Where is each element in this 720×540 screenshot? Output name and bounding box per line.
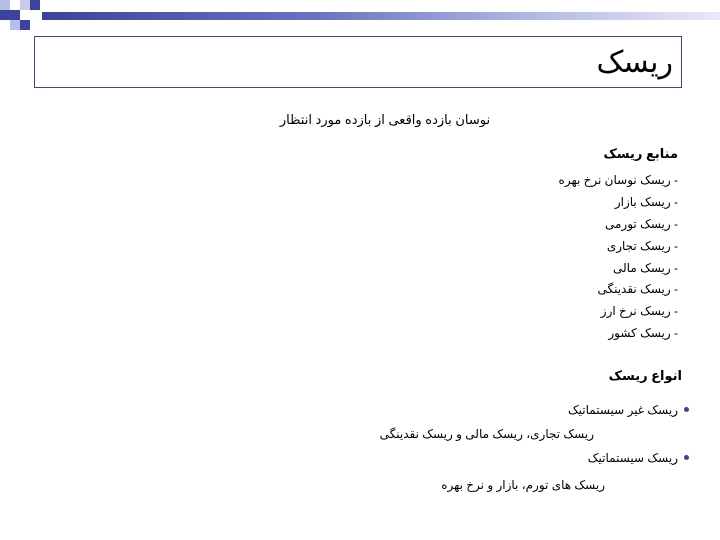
decor-square [10, 10, 20, 20]
unsystematic-label: ریسک غیر سیستماتیک [567, 403, 678, 417]
header-gradient-bar [42, 12, 720, 20]
unsystematic-detail: ریسک تجاری، ریسک مالی و ریسک نقدینگی [379, 427, 594, 441]
decor-square [0, 0, 10, 10]
decor-square [20, 0, 30, 10]
list-item: - ریسک تورمی [604, 216, 678, 231]
list-item: - ریسک تجاری [606, 238, 678, 253]
decor-square [30, 0, 40, 10]
decor-square [0, 10, 10, 20]
decor-square [20, 20, 30, 30]
bullet-dot-icon [684, 407, 689, 412]
bullet-dot-icon [684, 455, 689, 460]
decor-square [10, 20, 20, 30]
sources-list [559, 170, 678, 345]
types-heading: انواع ریسک [608, 368, 682, 383]
systematic-label: ریسک سیستماتیک [587, 451, 678, 465]
slide-title: ریسک [596, 46, 673, 79]
sources-heading: منابع ریسک [603, 146, 678, 161]
systematic-detail: ریسک های تورم، بازار و نرخ بهره [441, 478, 605, 492]
list-item: - ریسک نقدینگی [597, 282, 678, 297]
bullet-unsystematic [568, 403, 678, 417]
list-item: - ریسک کشور [608, 326, 678, 341]
list-item: - ریسک مالی [613, 260, 678, 275]
title-box [34, 36, 682, 88]
list-item: - ریسک بازار [614, 194, 678, 209]
slide-subtitle: نوسان بازده واقعی از بازده مورد انتظار [279, 112, 491, 127]
bullet-systematic [588, 451, 678, 465]
list-item: - ریسک نوسان نرخ بهره [558, 173, 678, 187]
list-item: - ریسک نرخ ارز [600, 304, 678, 319]
